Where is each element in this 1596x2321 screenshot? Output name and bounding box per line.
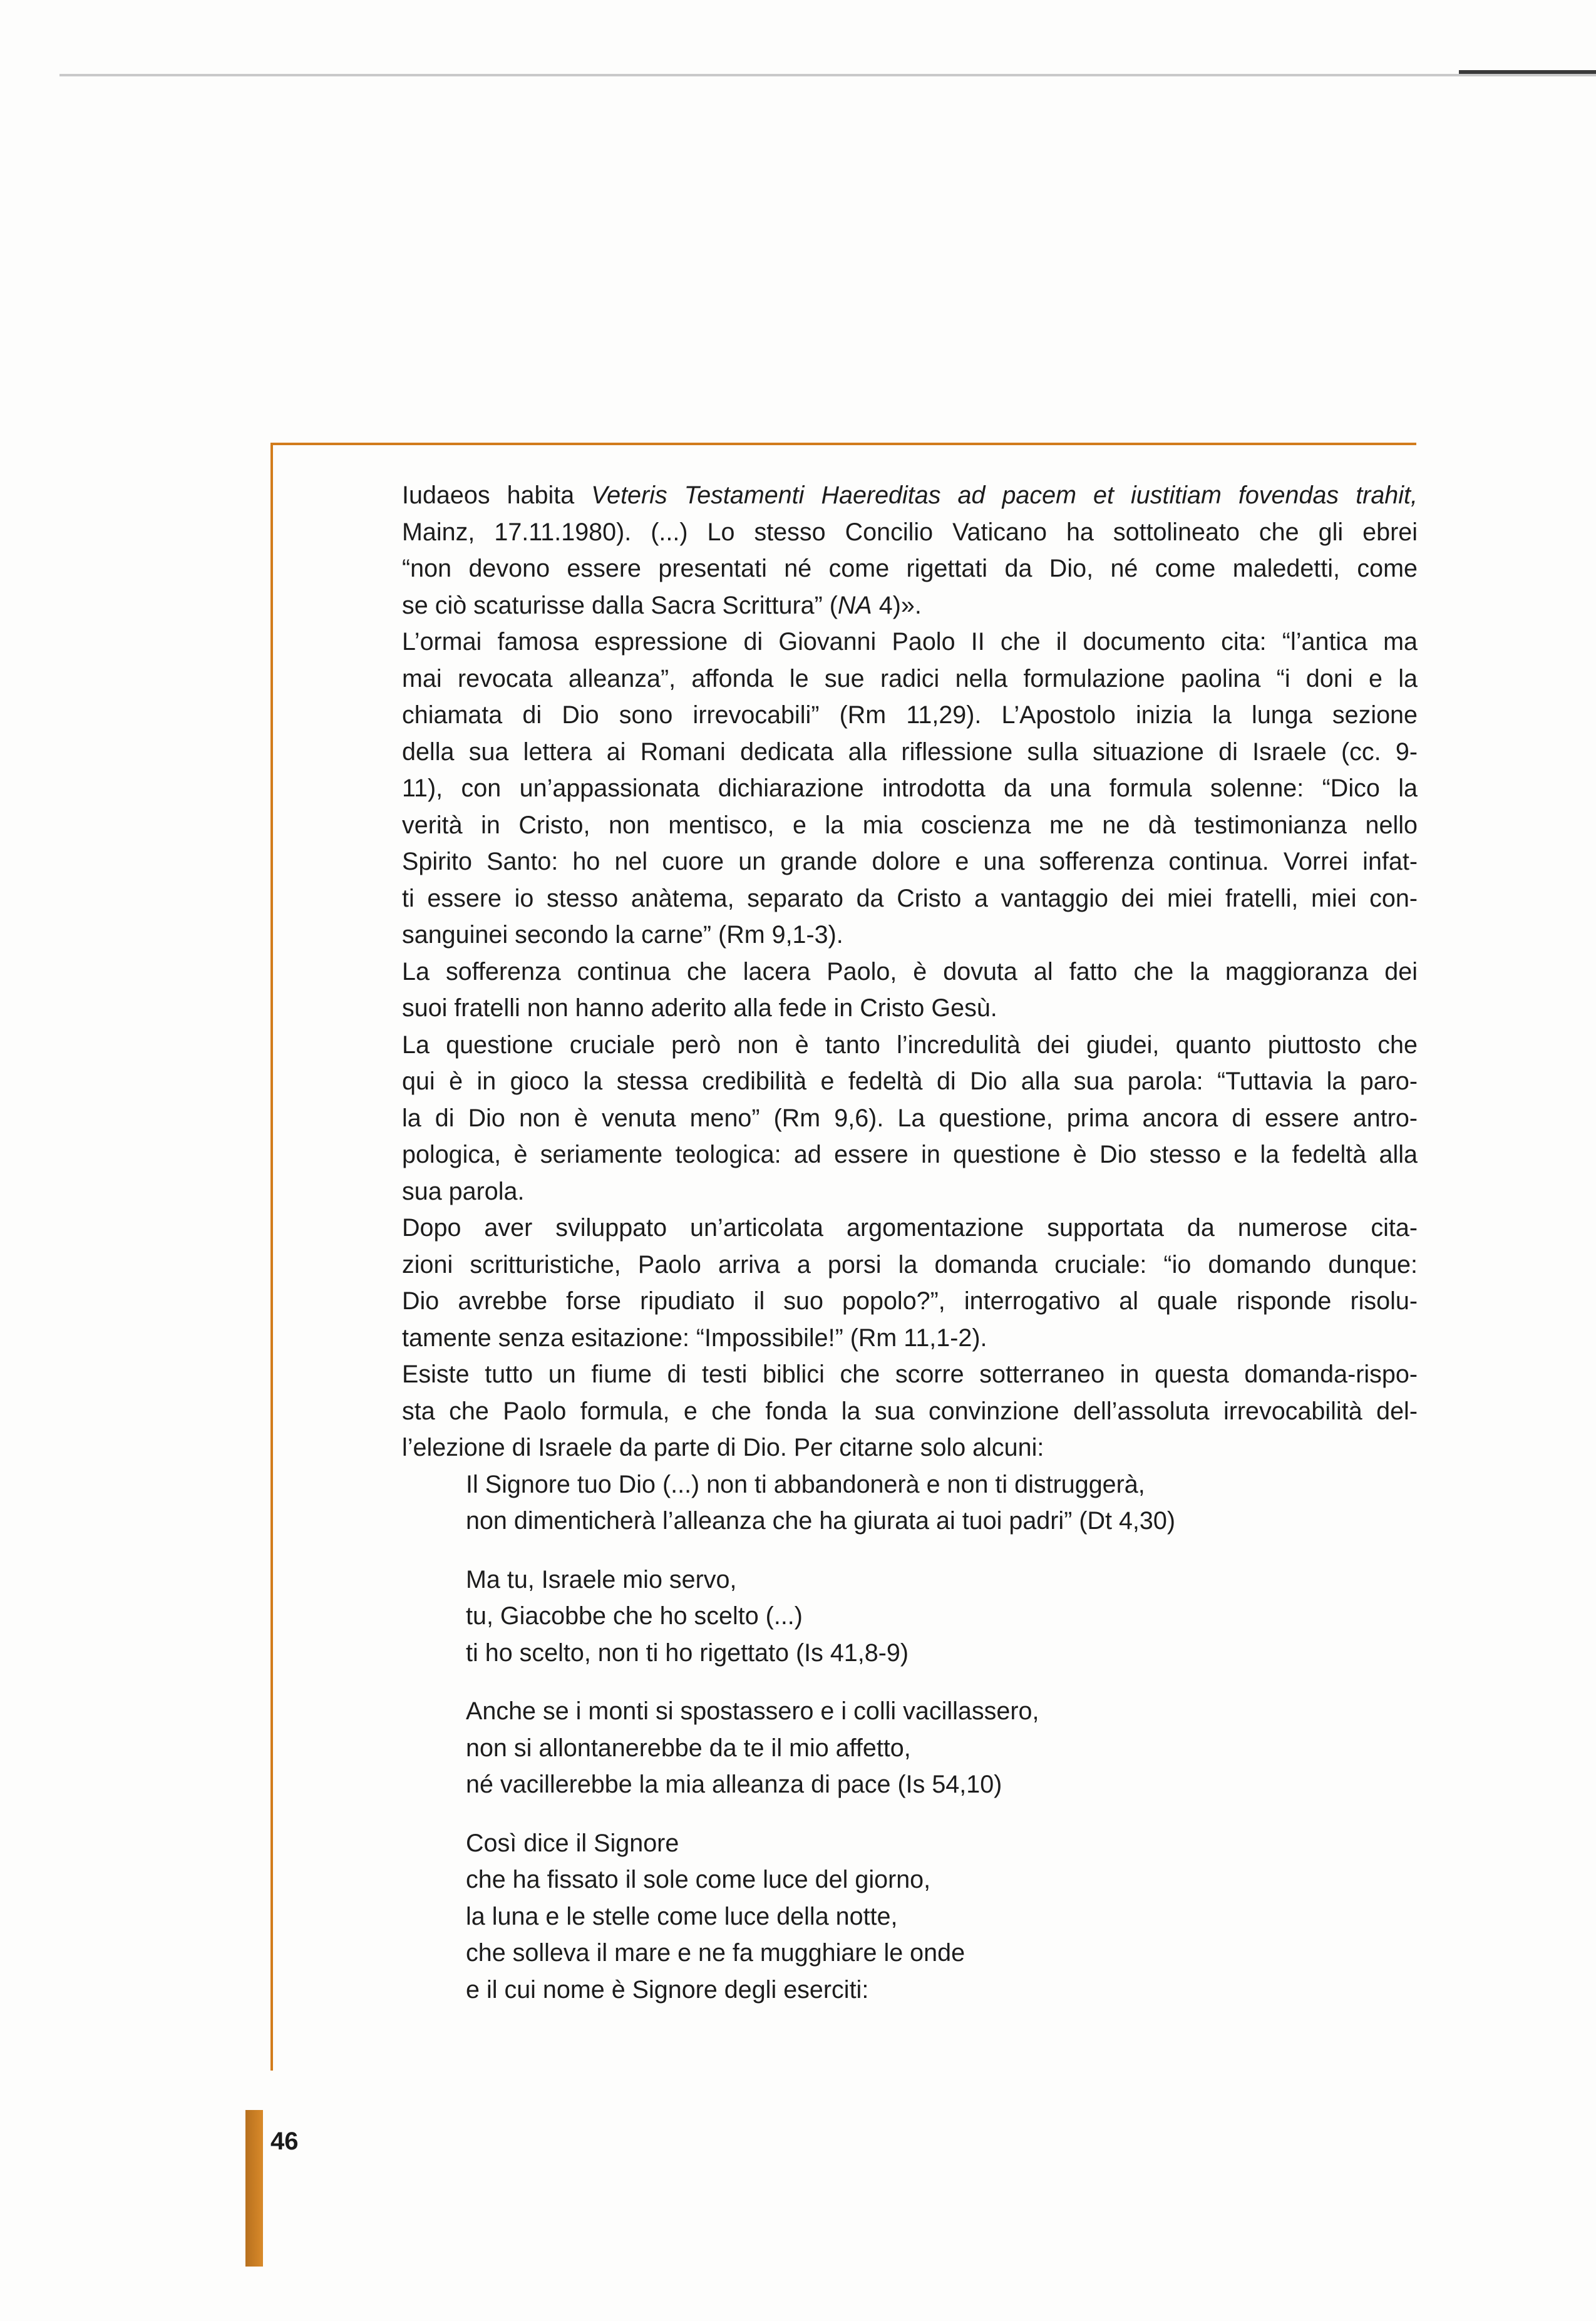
text-run: Dio avrebbe forse ripudiato il suo popolo?”, interrogativo al quale risponde risolu- [402, 1287, 1418, 1315]
quotation-stanza [466, 1693, 1418, 1803]
text-run: zioni scritturistiche, Paolo arriva a porsi la domanda cruciale: “io domando dunque: [402, 1250, 1418, 1279]
text-run: Spirito Santo: ho nel cuore un grande dolore e una sofferenza continua. Vorrei infat- [402, 848, 1418, 875]
text-run: La sofferenza continua che lacera Paolo, è dovuta al fatto che la maggioranza dei [402, 957, 1418, 986]
body-text [402, 477, 1418, 2008]
paragraph [402, 624, 1418, 954]
text-line [402, 1027, 1418, 1064]
text-line [402, 514, 1418, 551]
scan-edge-shadow [1459, 70, 1596, 74]
quotation-line: né vacillerebbe la mia alleanza di pace (Is 54,10) [466, 1771, 1002, 1798]
text-run: suoi fratelli non hanno aderito alla fede in Cristo Gesù. [402, 994, 997, 1022]
text-line [402, 1173, 1418, 1210]
text-line [402, 770, 1418, 807]
stanza-gap [466, 1540, 1418, 1562]
scripture-quotations [466, 1466, 1418, 2009]
text-line [402, 1210, 1418, 1247]
text-line [402, 477, 1418, 514]
quotation-line: ti ho scelto, non ti ho rigettato (Is 41,8-9) [466, 1639, 909, 1667]
text-run: sua parola. [402, 1177, 525, 1205]
text-line [402, 697, 1418, 734]
quotation-line: non si allontanerebbe da te il mio affetto, [466, 1734, 911, 1762]
prose-paragraphs [402, 477, 1418, 1466]
text-run: Mainz, 17.11.1980). (...) Lo stesso Concilio Vaticano ha sottolineato che gli ebrei [402, 518, 1418, 546]
frame-rule-left [270, 443, 273, 2071]
text-run: 11), con un’appassionata dichiarazione introdotta da una formula solenne: “Dico la [402, 775, 1418, 802]
text-line [402, 1247, 1418, 1284]
text-run: della sua lettera ai Romani dedicata alla riflessione sulla situazione di Israele (cc. 9- [402, 738, 1418, 766]
text-line [402, 1063, 1418, 1100]
text-line [402, 624, 1418, 661]
text-line [402, 1100, 1418, 1137]
text-run: ti essere io stesso anàtema, separato da Cristo a vantaggio dei miei fratelli, miei con- [402, 884, 1418, 912]
quotation-stanza [466, 1825, 1418, 2009]
page-tab-marker [245, 2110, 263, 2267]
text-line [402, 550, 1418, 587]
text-line [402, 1356, 1418, 1393]
text-run: chiamata di Dio sono irrevocabili” (Rm 11,29). L’Apostolo inizia la lunga sezione [402, 701, 1418, 729]
text-run: se ciò scaturisse dalla Sacra Scrittura” ( [402, 591, 838, 619]
scan-edge [59, 74, 1596, 76]
paragraph [402, 1210, 1418, 1356]
quotation-line: la luna e le stelle come luce della notte, [466, 1902, 898, 1930]
text-run: 4)». [872, 591, 922, 619]
paragraph [402, 1027, 1418, 1210]
quotation-line: che ha fissato il sole come luce del giorno, [466, 1866, 931, 1893]
paragraph [402, 954, 1418, 1027]
italic-title: Veteris Testamenti Haereditas ad pacem et iustitiam fovendas trahit, [591, 481, 1418, 509]
text-run: Dopo aver sviluppato un’articolata argomentazione supportata da numerose cita- [402, 1214, 1418, 1242]
quotation-line: Il Signore tuo Dio (...) non ti abbandonerà e non ti distruggerà, [466, 1470, 1145, 1498]
quotation-line: che solleva il mare e ne fa mugghiare le onde [466, 1939, 965, 1967]
quotation-line: e il cui nome è Signore degli eserciti: [466, 1975, 869, 2004]
text-line [402, 807, 1418, 844]
text-run: La questione cruciale però non è tanto l’incredulità dei giudei, quanto piuttosto che [402, 1031, 1418, 1059]
text-line [402, 587, 1418, 624]
text-line [402, 1283, 1418, 1320]
page-number: 46 [270, 2128, 299, 2155]
quotation-line: Ma tu, Israele mio servo, [466, 1565, 737, 1593]
text-line [402, 843, 1418, 880]
quotation-line: Così dice il Signore [466, 1829, 679, 1857]
stanza-gap [466, 1671, 1418, 1693]
quotation-stanza [466, 1466, 1418, 1540]
text-line [402, 990, 1418, 1027]
text-run: qui è in gioco la stessa credibilità e fedeltà di Dio alla sua parola: “Tuttavia la paro- [402, 1068, 1418, 1095]
text-run: “non devono essere presentati né come rigettati da Dio, né come maledetti, come [402, 555, 1418, 582]
italic-title: NA [837, 591, 872, 619]
paragraph [402, 1356, 1418, 1466]
text-run: sta che Paolo formula, e che fonda la sua convinzione dell’assoluta irrevocabilità del- [402, 1397, 1418, 1425]
paragraph [402, 477, 1418, 624]
text-run: pologica, è seriamente teologica: ad essere in questione è Dio stesso e la fedeltà alla [402, 1141, 1418, 1168]
text-run: L’ormai famosa espressione di Giovanni Paolo II che il documento cita: “l’antica ma [402, 628, 1418, 656]
text-run: Esiste tutto un fiume di testi biblici che scorre sotterraneo in questa domanda-rispo- [402, 1361, 1418, 1388]
text-run: sanguinei secondo la carne” (Rm 9,1-3). [402, 921, 843, 949]
text-line [402, 880, 1418, 917]
quotation-line: non dimenticherà l’alleanza che ha giurata ai tuoi padri” (Dt 4,30) [466, 1507, 1175, 1535]
text-run: mai revocata alleanza”, affonda le sue radici nella formulazione paolina “i doni e la [402, 664, 1418, 692]
quotation-line: Anche se i monti si spostassero e i colli vacillassero, [466, 1697, 1039, 1725]
text-line [402, 1429, 1418, 1466]
text-run: tamente senza esitazione: “Impossibile!” (Rm 11,1-2). [402, 1324, 987, 1352]
text-line [402, 954, 1418, 991]
text-run: la di Dio non è venuta meno” (Rm 9,6). La questione, prima ancora di essere antro- [402, 1104, 1418, 1132]
stanza-gap [466, 1803, 1418, 1825]
quotation-line: tu, Giacobbe che ho scelto (...) [466, 1602, 803, 1630]
text-run: l’elezione di Israele da parte di Dio. Per citarne solo alcuni: [402, 1434, 1044, 1461]
text-line [402, 661, 1418, 697]
quotation-stanza [466, 1562, 1418, 1672]
frame-rule-top [270, 443, 1416, 445]
text-line [402, 1136, 1418, 1173]
text-run: verità in Cristo, non mentisco, e la mia coscienza me ne dà testimonianza nello [402, 811, 1418, 839]
text-run: Iudaeos habita [402, 481, 592, 509]
text-line [402, 734, 1418, 771]
text-line [402, 917, 1418, 954]
text-line [402, 1393, 1418, 1430]
text-line [402, 1320, 1418, 1357]
